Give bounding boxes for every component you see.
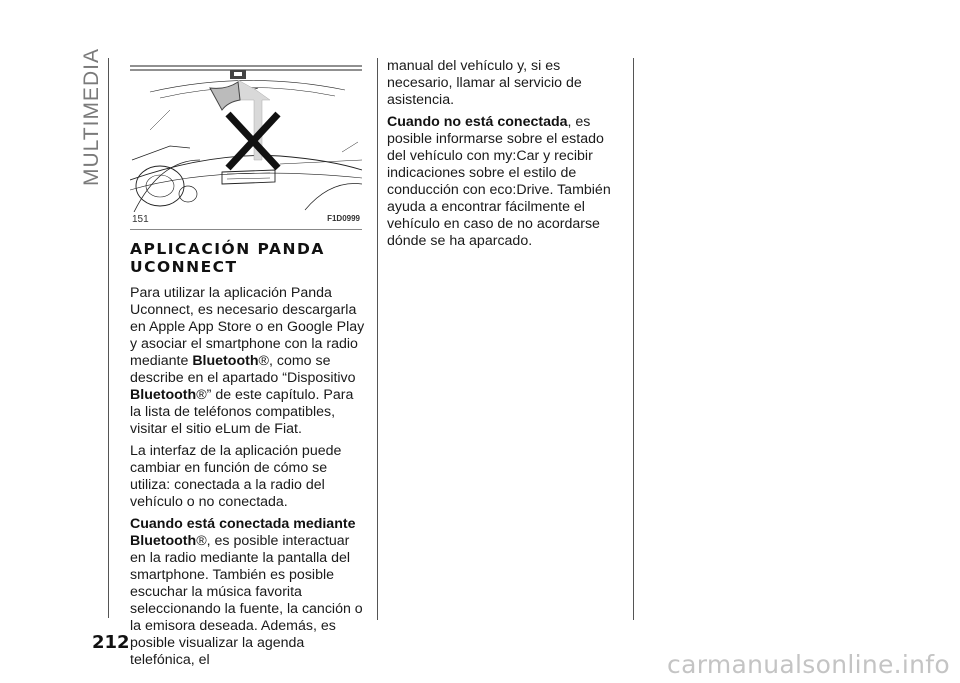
section-tab-rule <box>108 58 109 618</box>
paragraph-2: La interfaz de la aplicación puede cambiar en función de cómo se utiliza: conectada a la radio del vehículo o no conectada. <box>130 443 342 510</box>
watermark: carmanualsonline.info <box>667 650 950 679</box>
text-run: ®, es posible interactuar en la radio mediante la pantalla del smartphone. También es posible escuchar la música favorita seleccionando la fuente, la canción o la emisora deseada. Además, es posible visualizar la agenda telefónica, el <box>130 533 363 668</box>
column-divider-1 <box>377 58 378 620</box>
bold-term: Cuando no está conectada <box>387 114 568 130</box>
paragraph-3 <box>130 516 366 669</box>
paragraph-4: manual del vehículo y, si es necesario, llamar al servicio de asistencia. <box>387 58 582 108</box>
text-column-2 <box>387 58 623 255</box>
paragraph-5 <box>387 114 623 250</box>
figure-illustration <box>130 60 362 212</box>
page-number: 212 <box>92 632 130 653</box>
text-run: , es posible informarse sobre el estado del vehículo con my:Car y recibir indicaciones sobre el estilo de conducción con eco:Drive. También ayuda a encontrar fácilmente el vehículo en caso de no acordarse dónde se ha aparcado. <box>387 114 611 249</box>
text-column-1 <box>130 285 366 674</box>
text-run: ®, como se describe en el apartado “Dispositivo <box>130 353 356 386</box>
figure-code: F1D0999 <box>327 214 360 223</box>
section-heading: APLICACIÓN PANDA UCONNECT <box>130 240 325 276</box>
paragraph-1 <box>130 285 366 438</box>
bold-term: Bluetooth <box>192 353 259 369</box>
bold-term: Bluetooth <box>130 387 197 403</box>
car-interior-line-drawing <box>130 60 362 212</box>
text-run: ®” de este capítulo. Para la lista de teléfonos compatibles, visitar el sitio eLum de Fiat. <box>130 387 354 437</box>
text-run: Para utilizar la aplicación Panda Uconnect, es necesario descargarla en Apple App Store o en Google Play y asociar el smartphone con la radio mediante <box>130 285 365 369</box>
figure-caption <box>130 214 362 228</box>
section-title: MULTIMEDIA <box>80 48 103 186</box>
column-divider-2 <box>633 58 634 620</box>
bold-term: Cuando está conectada mediante Bluetooth <box>130 516 356 549</box>
figure-number: 151 <box>132 214 149 225</box>
figure-rule <box>130 229 362 230</box>
section-tab <box>66 48 126 186</box>
